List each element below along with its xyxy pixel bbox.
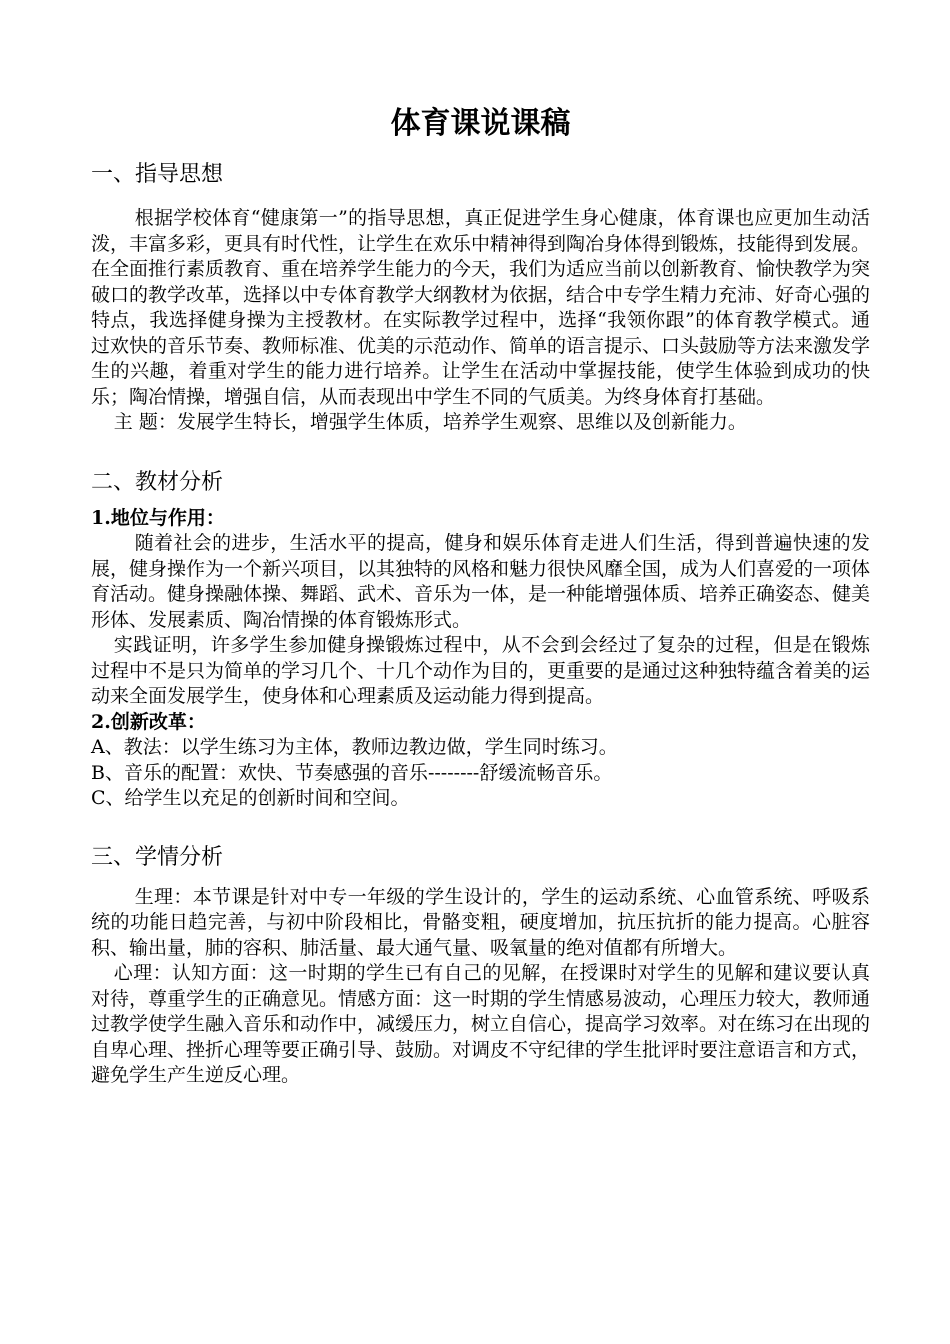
section-heading-student-analysis: 三、学情分析 (91, 844, 224, 870)
list-item-c: C、给学生以充足的创新时间和空间。 (91, 787, 410, 809)
document-title: 体育课说课稿 (390, 106, 571, 141)
list-item-b: B、音乐的配置：欢快、节奏感强的音乐--------舒缓流畅音乐。 (91, 761, 613, 784)
paragraph-theme: 主 题：发展学生特长，增强学生体质，培养学生观察、思维以及创新能力。 (113, 411, 747, 433)
paragraph-practice: 实践证明，许多学生参加健身操锻炼过程中，从不会到会经过了复杂的过程，但是在锻炼过程中不是只为简单的学习几个、十几个动作为目的，更重要的是通过这种独特蕴含着美的运动来全面发展学生，使身体和心理素质及运动能力得到提高。 (91, 634, 871, 707)
subheading-position-role: 1.地位与作用： (91, 506, 225, 529)
paragraph-psychology: 心理：认知方面：这一时期的学生已有自己的见解，在授课时对学生的见解和建议要认真对待，尊重学生的正确意见。情感方面：这一时期的学生情感易波动，心理压力较大，教师通过教学使学生融入音乐和动作中，减缓压力，树立自信心，提高学习效率。对在练习在出现的自卑心理、挫折心理等要正确引导、鼓励。对调皮不守纪律的学生批评时要注意语言和方式，避免学生产生逆反心理。 (91, 962, 871, 1086)
paragraph-physiology: 生理：本节课是针对中专一年级的学生设计的，学生的运动系统、心血管系统、呼吸系统的功能日趋完善，与初中阶段相比，骨骼变粗，硬度增加，抗压抗折的能力提高。心脏容积、输出量，肺的容积、肺活量、最大通气量、吸氧量的绝对值都有所增大。 (91, 885, 870, 959)
paragraph-position-role: 随着社会的进步，生活水平的提高，健身和娱乐体育走进人们生活，得到普遍快速的发展，健身操作为一个新兴项目，以其独特的风格和魅力很快风靡全国，成为人们喜爱的一项体育活动。健身操融体操、舞蹈、武术、音乐为一体，是一种能增强体质、培养正确姿态、健美形体、发展素质、陶冶情操的体育锻炼形式。 (91, 532, 871, 631)
paragraph-guiding-thought: 根据学校体育“健康第一”的指导思想，真正促进学生身心健康，体育课也应更加生动活泼，丰富多彩，更具有时代性，让学生在欢乐中精神得到陶冶身体得到锻炼，技能得到发展。在全面推行素质教育、重在培养学生能力的今天，我们为适应当前以创新教育、愉快教学为突破口的教学改革，选择以中专体育教学大纲教材为依据，结合中专学生精力充沛、好奇心强的特点，我选择健身操为主授教材。在实际教学过程中，选择“我领你跟”的体育教学模式。通过欢快的音乐节奏、教师标准、优美的示范动作、简单的语言提示、口头鼓励等方法来激发学生的兴趣，着重对学生的能力进行培养。让学生在活动中掌握技能，使学生体验到成功的快乐；陶冶情操，增强自信，从而表现出中学生不同的气质美。为终身体育打基础。 (91, 207, 871, 408)
section-heading-guiding-thought: 一、指导思想 (91, 162, 224, 187)
section-heading-material-analysis: 二、教材分析 (91, 469, 224, 495)
subheading-innovation: 2.创新改革： (91, 710, 206, 733)
list-item-a: A、教法：以学生练习为主体，教师边教边做，学生同时练习。 (91, 736, 618, 758)
